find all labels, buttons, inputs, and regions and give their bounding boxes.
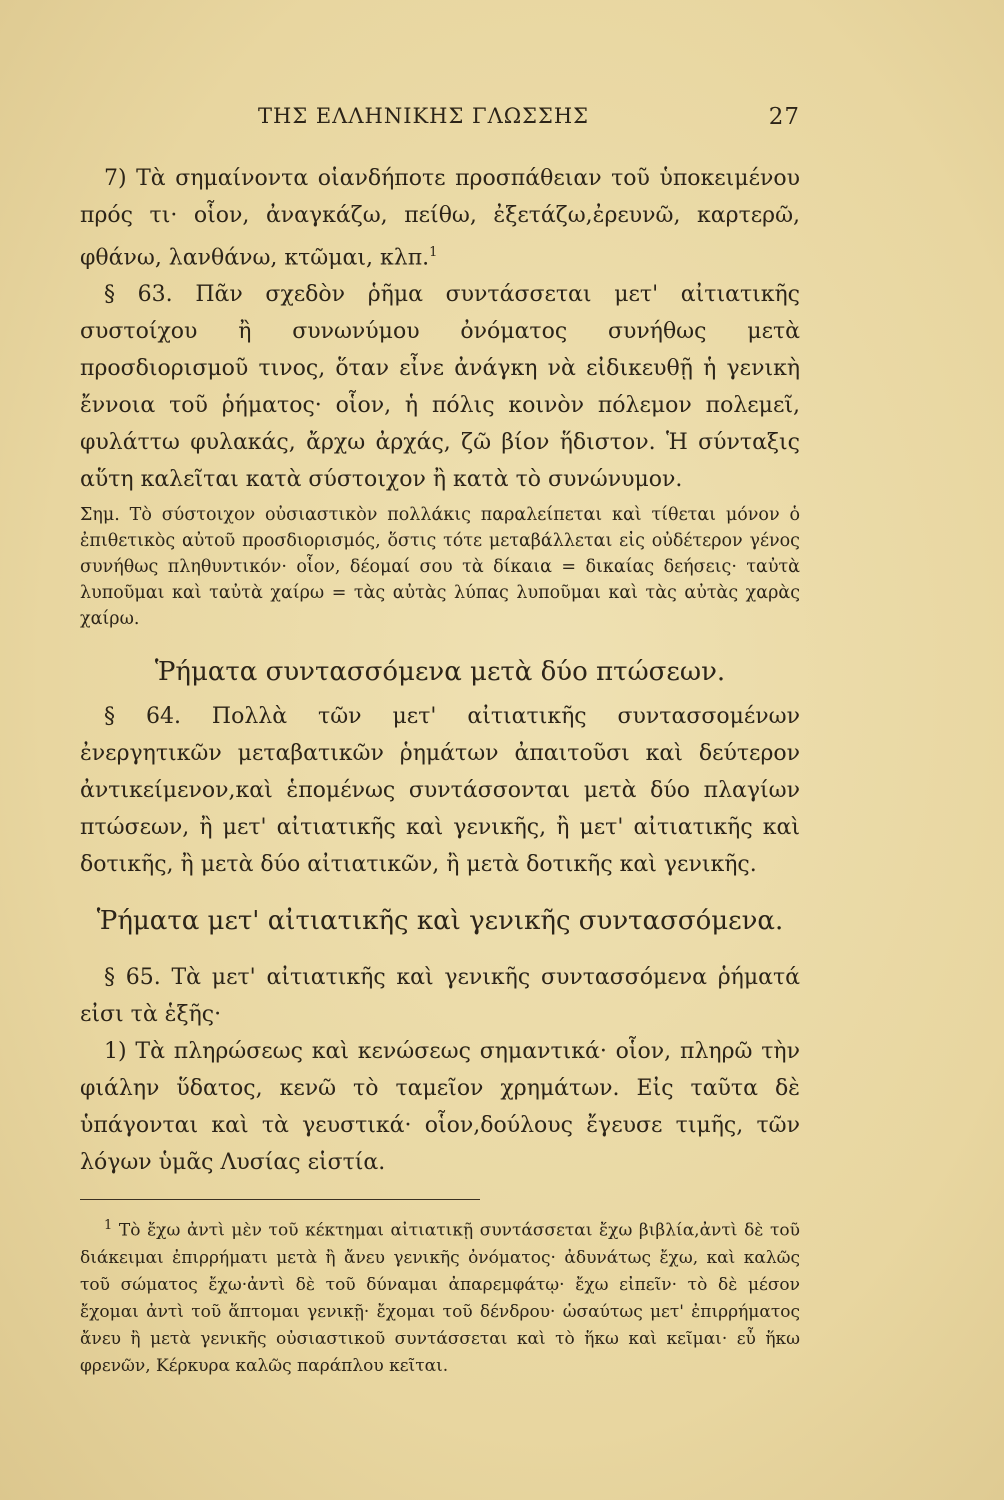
paragraph-1: 1) Τὰ πληρώσεως καὶ κενώσεως σημαντικά· οἷον, πληρῶ τὴν φιάλην ὕδατος, κενῶ τὸ ταμεῖον χρημάτων. Εἰς ταῦτα δὲ ὑπάγονται καὶ τὰ γευστικά· οἷον,δούλους ἔγευσε τιμῆς, τῶν λόγων ὑμᾶς Λυσίας εἱστία. bbox=[80, 1039, 800, 1176]
heading-accusative-genitive: Ῥήματα μετ' αἰτιατικῆς καὶ γενικῆς συντασσόμενα. bbox=[96, 906, 784, 937]
footnote: $^1$ Τὸ ἔχω ἀντὶ μὲν τοῦ κέκτημαι αἰτιατικῇ συντάσσεται ἔχω βιβλία,ἀντὶ δὲ τοῦ διάκειμαι ἐπιρρήματι μετὰ ἢ ἄνευ γενικῆς ὀνόματος· ἀδυνάτως ἔχω, καὶ καλῶς τοῦ σώματος ἔχω·ἀντὶ δὲ τοῦ δύναμαι ἀπαρεμφάτῳ· ἔχω εἰπεῖν· τὸ δὲ μέσον ἔχομαι ἀντὶ τοῦ ἅπτομαι γενικῇ· ἔχομαι τοῦ δένδρου· ὡσαύτως μετ' ἐπιρρήματος ἄνευ ἢ μετὰ γενικῆς οὐσιαστικοῦ συντάσσεται καὶ τὸ ἥκω καὶ κεῖμαι· εὖ ἥκω φρενῶν, Κέρκυρα καλῶς παράπλου κεῖται. bbox=[80, 1218, 800, 1376]
section-63: § 63. Πᾶν σχεδὸν ῥῆμα συντάσσεται μετ' αἰτιατικῆς συστοίχου ἢ συνωνύμου ὀνόματος συνήθως μετὰ προσδιορισμοῦ τινος, ὅταν εἶνε ἀνάγκη νὰ εἰδικευθῇ ἡ γενικὴ ἔννοια τοῦ ῥήματος· οἷον, ἡ πόλις κοινὸν πόλεμον πολεμεῖ, φυλάττω φυλακάς, ἄρχω ἀρχάς, ζῶ βίον ἥδιστον. Ἡ σύνταξις αὕτη καλεῖται κατὰ σύστοιχον ἢ κατὰ τὸ συνώνυμον. bbox=[80, 282, 800, 493]
heading-two-cases: Ῥήματα συντασσόμενα μετὰ δύο πτώσεων. bbox=[154, 657, 726, 688]
running-title: ΤΗΣ ΕΛΛΗΝΙΚΗΣ ΓΛΩΣΣΗΣ bbox=[258, 104, 590, 128]
footnote-rule bbox=[80, 1199, 480, 1200]
page-number: 27 bbox=[768, 104, 800, 130]
remark-note: Σημ. Τὸ σύστοιχον οὐσιαστικὸν πολλάκις παραλείπεται καὶ τίθεται μόνον ὁ ἐπιθετικὸς αὐτοῦ προσδιορισμός, ὅστις τότε μεταβάλλεται εἰς οὐδέτερον γένος συνήθως πληθυντικόν· οἷον, δέομαί σου τὰ δίκαια = δικαίας δεήσεις· ταὐτὰ λυποῦμαι καὶ ταὐτὰ χαίρω = τὰς αὐτὰς λύπας λυποῦμαι καὶ τὰς αὐτὰς χαρὰς χαίρω. bbox=[80, 505, 800, 630]
paragraph-7: 7) Τὰ σημαίνοντα οἱανδήποτε προσπάθειαν τοῦ ὑποκειμένου πρός τι· οἷον, ἀναγκάζω, πείθω, ἐξετάζω,ἐρευνῶ, καρτερῶ, φθάνω, λανθάνω, κτῶμαι, κλπ.$^1$ bbox=[80, 166, 800, 271]
running-header bbox=[80, 104, 800, 138]
footnote-ref: 1 bbox=[429, 245, 438, 260]
page-body bbox=[80, 160, 800, 1380]
section-64: § 64. Πολλὰ τῶν μετ' αἰτιατικῆς συντασσομένων ἐνεργητικῶν μεταβατικῶν ῥημάτων ἀπαιτοῦσι καὶ δεύτερον ἀντικείμενον,καὶ ἑπομένως συντάσσονται μετὰ δύο πλαγίων πτώσεων, ἢ μετ' αἰτιατικῆς καὶ γενικῆς, ἢ μετ' αἰτιατικῆς καὶ δοτικῆς, ἢ μετὰ δύο αἰτιατικῶν, ἢ μετὰ δοτικῆς καὶ γενικῆς. bbox=[80, 704, 800, 878]
section-65: § 65. Τὰ μετ' αἰτιατικῆς καὶ γενικῆς συντασσόμενα ῥήματά εἰσι τὰ ἑξῆς· bbox=[80, 965, 800, 1028]
footnote-marker: 1 bbox=[104, 1218, 113, 1234]
